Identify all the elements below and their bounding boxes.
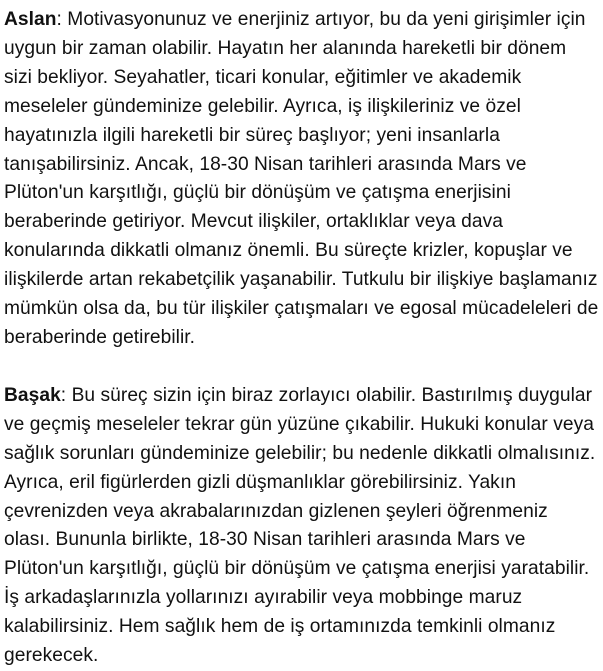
sign-name-aslan: Aslan bbox=[4, 9, 57, 30]
horoscope-text-aslan: Motivasyonunuz ve enerjiniz artıyor, bu da yeni girişimler için uygun bir zaman olabilir. Hayatın her alanında hareketli bir dönem sizi bekliyor. Seyahatler, ticari konular, eğitimler ve akademik meseleler gündeminize gelebilir. Ayrıca, iş ilişkileriniz ve özel hayatınızla ilgili hareketli bir süreç başlıyor; yeni insanlarla tanışabilirsiniz. Ancak, 18-30 Nisan tarihleri arasında Mars ve Plüton'un karşıtlığı, güçlü bir dönüşüm ve çatışma enerjisini beraberinde getiriyor. Mevcut ilişkiler, ortaklıklar veya dava konularında dikkatli olmanız önemli. Bu süreçte krizler, kopuşlar ve ilişkilerde artan rekabetçilik yaşanabilir. Tutkulu bir ilişkiye başlamanız mümkün olsa da, bu tür ilişkiler çatışmaları ve egosal mücadeleleri de beraberinde getirebilir. bbox=[4, 9, 599, 348]
sign-name-basak: Başak bbox=[4, 384, 61, 406]
separator: : bbox=[56, 9, 62, 30]
separator: : bbox=[60, 384, 67, 406]
horoscope-paragraph-basak bbox=[4, 382, 599, 671]
horoscope-paragraph-aslan bbox=[4, 6, 599, 353]
horoscope-text-basak: Bu süreç sizin için biraz zorlayıcı olabilir. Bastırılmış duygular ve geçmiş meseleler tekrar gün yüzüne çıkabilir. Hukuki konular veya sağlık sorunları gündeminize gelebilir; bu nedenle dikkatli olmalısınız. Ayrıca, eril figürlerden gizli düşmanlıklar görebilirsiniz. Yakın çevrenizden veya akrabalarınızdan gizlenen şeyleri öğrenmeniz olası. Bununla birlikte, 18-30 Nisan tarihleri arasında Mars ve Plüton'un karşıtlığı, güçlü bir dönüşüm ve çatışma enerjisi yaratabilir. İş arkadaşlarınızla yollarınızı ayırabilir veya mobbinge maruz kalabilirsiniz. Hem sağlık hem de iş ortamınızda temkinli olmanız gerekecek. bbox=[4, 384, 596, 667]
